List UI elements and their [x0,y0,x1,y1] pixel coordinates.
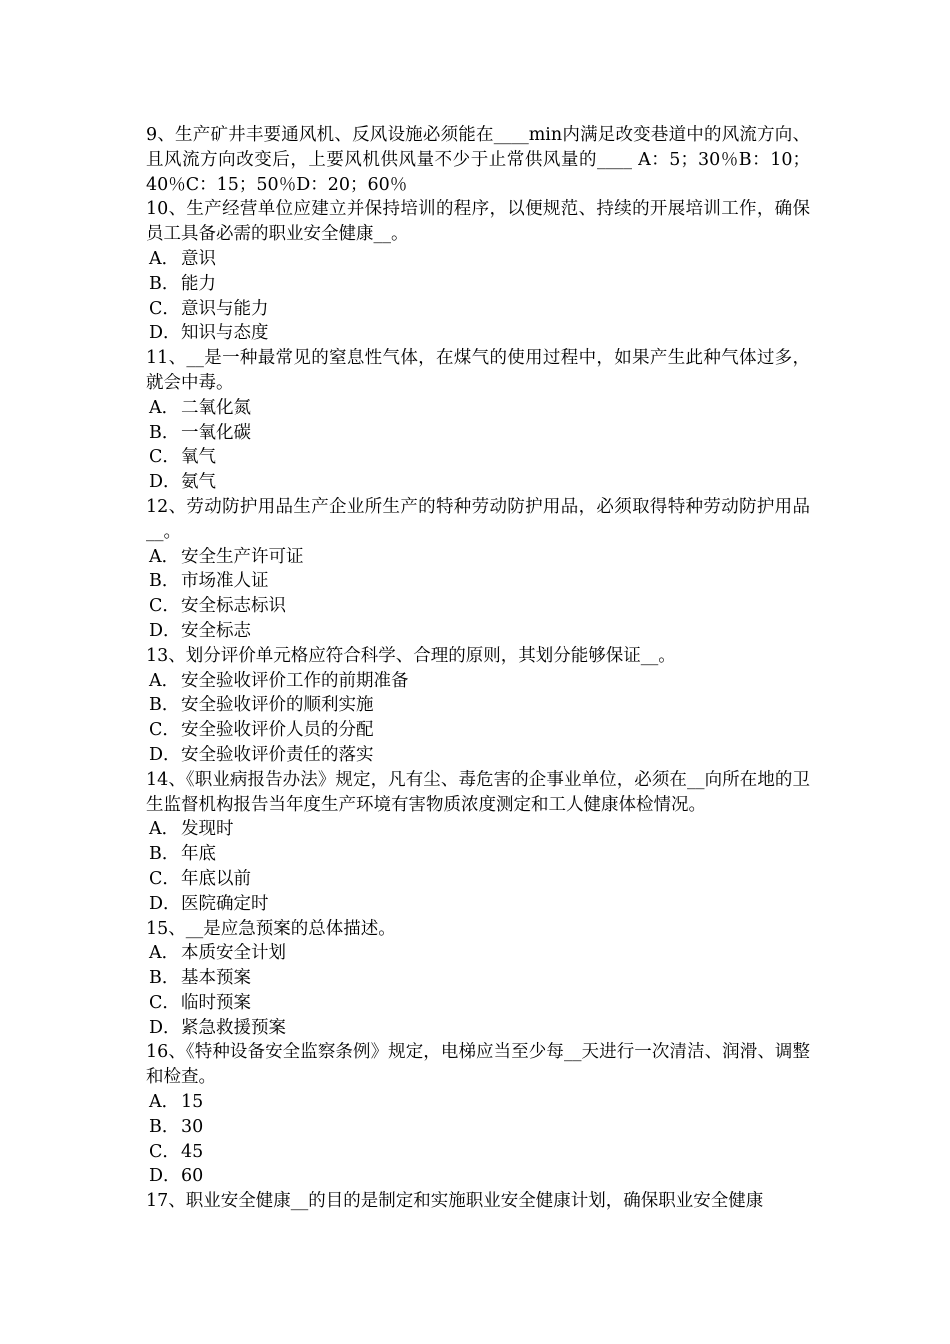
option-text: 氨气 [181,472,216,493]
answer-option [146,247,810,272]
option-text: 氧气 [181,447,216,468]
answer-option [146,892,810,917]
option-letter: D． [149,1166,181,1187]
option-letter: D． [149,744,181,765]
question-text: 13、划分评价单元格应符合科学、合理的原则，其划分能够保证__。 [146,645,676,666]
question-block [146,495,810,644]
option-text: 临时预案 [181,992,251,1013]
option-letter: C． [149,992,180,1013]
option-letter: B． [149,273,180,294]
answer-option [146,545,810,570]
answer-option [146,1016,810,1041]
answer-option [146,1140,810,1165]
option-text: 安全验收评价人员的分配 [181,720,374,741]
answer-option [146,594,810,619]
option-text: 30 [181,1116,204,1137]
option-text: 紧急救援预案 [181,1017,286,1038]
option-text: 基本预案 [181,968,251,989]
question-block [146,123,810,197]
answer-option [146,693,810,718]
option-letter: D． [149,620,181,641]
option-letter: A． [149,546,180,567]
option-list [146,396,810,495]
answer-option [146,743,810,768]
option-text: 市场准人证 [181,571,269,592]
question-text: 11、__是一种最常见的窒息性气体，在煤气的使用过程中，如果产生此种气体过多，就会中毒。 [146,348,810,393]
option-text: 60 [181,1166,204,1187]
option-text: 安全生产许可证 [181,546,304,567]
option-text: 45 [181,1141,204,1162]
option-letter: C． [149,868,180,889]
answer-option [146,1115,810,1140]
option-text: 能力 [181,273,216,294]
question-block [146,346,810,495]
answer-option [146,669,810,694]
question-list [146,123,810,1214]
option-letter: D． [149,472,181,493]
option-text: 意识 [181,248,216,269]
option-list [146,545,810,644]
answer-option [146,470,810,495]
option-list [146,817,810,916]
option-list [146,941,810,1040]
option-text: 安全标志 [181,620,251,641]
question-text: 17、职业安全健康__的目的是制定和实施职业安全健康计划，确保职业安全健康 [146,1191,764,1212]
answer-option [146,966,810,991]
question-text: 14、《职业病报告办法》规定，凡有尘、毒危害的企事业单位，必须在__向所在地的卫生监督机构报告当年度生产环境有害物质浓度测定和工人健康体检情况。 [146,769,810,815]
option-text: 安全验收评价的顺利实施 [181,695,374,716]
question-block [146,768,810,917]
option-letter: B． [149,1116,180,1137]
option-letter: D． [149,893,181,914]
option-letter: D． [149,323,181,344]
option-text: 安全标志标识 [181,596,286,617]
option-text: 安全验收评价工作的前期准备 [181,670,409,691]
option-letter: C． [149,298,180,319]
option-text: 知识与态度 [181,323,269,344]
option-letter: A． [149,943,180,964]
question-block [146,1189,810,1214]
option-list [146,669,810,768]
answer-option [146,421,810,446]
option-letter: B． [149,571,180,592]
answer-option [146,297,810,322]
option-letter: C． [149,1141,180,1162]
option-letter: A． [149,248,180,269]
answer-option [146,718,810,743]
option-text: 医院确定时 [181,893,269,914]
option-text: 意识与能力 [181,298,269,319]
option-letter: C． [149,720,180,741]
answer-option [146,569,810,594]
option-letter: A． [149,670,180,691]
answer-option [146,619,810,644]
question-text: 12、劳动防护用品生产企业所生产的特种劳动防护用品，必须取得特种劳动防护用品__。 [146,496,810,542]
answer-option [146,842,810,867]
option-text: 本质安全计划 [181,943,286,964]
option-letter: B． [149,422,180,443]
option-letter: D． [149,1017,181,1038]
option-text: 发现时 [181,819,234,840]
option-letter: C． [149,596,180,617]
option-text: 一氧化碳 [181,422,251,443]
option-letter: B． [149,695,180,716]
option-text: 年底以前 [181,868,251,889]
option-letter: B． [149,968,180,989]
option-letter: A． [149,819,180,840]
option-letter: A． [149,1092,180,1113]
answer-option [146,867,810,892]
question-text: 9、生产矿井丰要通风机、反风设施必须能在____min内满足改变巷道中的风流方向、且风流方向改变后，上要风机供风量不少于止常供风量的____ A：5；30％B：10；40％C：15；50％D：20；60％ [146,125,810,195]
answer-option [146,1164,810,1189]
option-letter: A． [149,397,180,418]
option-letter: B． [149,844,180,865]
option-text: 15 [181,1092,204,1113]
answer-option [146,1090,810,1115]
answer-option [146,396,810,421]
answer-option [146,272,810,297]
option-letter: C． [149,447,180,468]
option-list [146,1090,810,1189]
question-text: 16、《特种设备安全监察条例》规定，电梯应当至少每__天进行一次清洁、润滑、调整和检查。 [146,1042,810,1088]
option-text: 年底 [181,844,216,865]
answer-option [146,445,810,470]
question-block [146,1040,810,1189]
answer-option [146,321,810,346]
option-text: 二氧化氮 [181,397,251,418]
answer-option [146,817,810,842]
question-block [146,197,810,346]
answer-option [146,991,810,1016]
question-text: 10、生产经营单位应建立并保持培训的程序，以便规范、持续的开展培训工作，确保员工具备必需的职业安全健康__。 [146,199,810,245]
option-list [146,247,810,346]
question-text: 15、__是应急预案的总体描述。 [146,918,396,939]
question-block [146,644,810,768]
question-block [146,917,810,1041]
answer-option [146,941,810,966]
option-text: 安全验收评价责任的落实 [181,744,374,765]
